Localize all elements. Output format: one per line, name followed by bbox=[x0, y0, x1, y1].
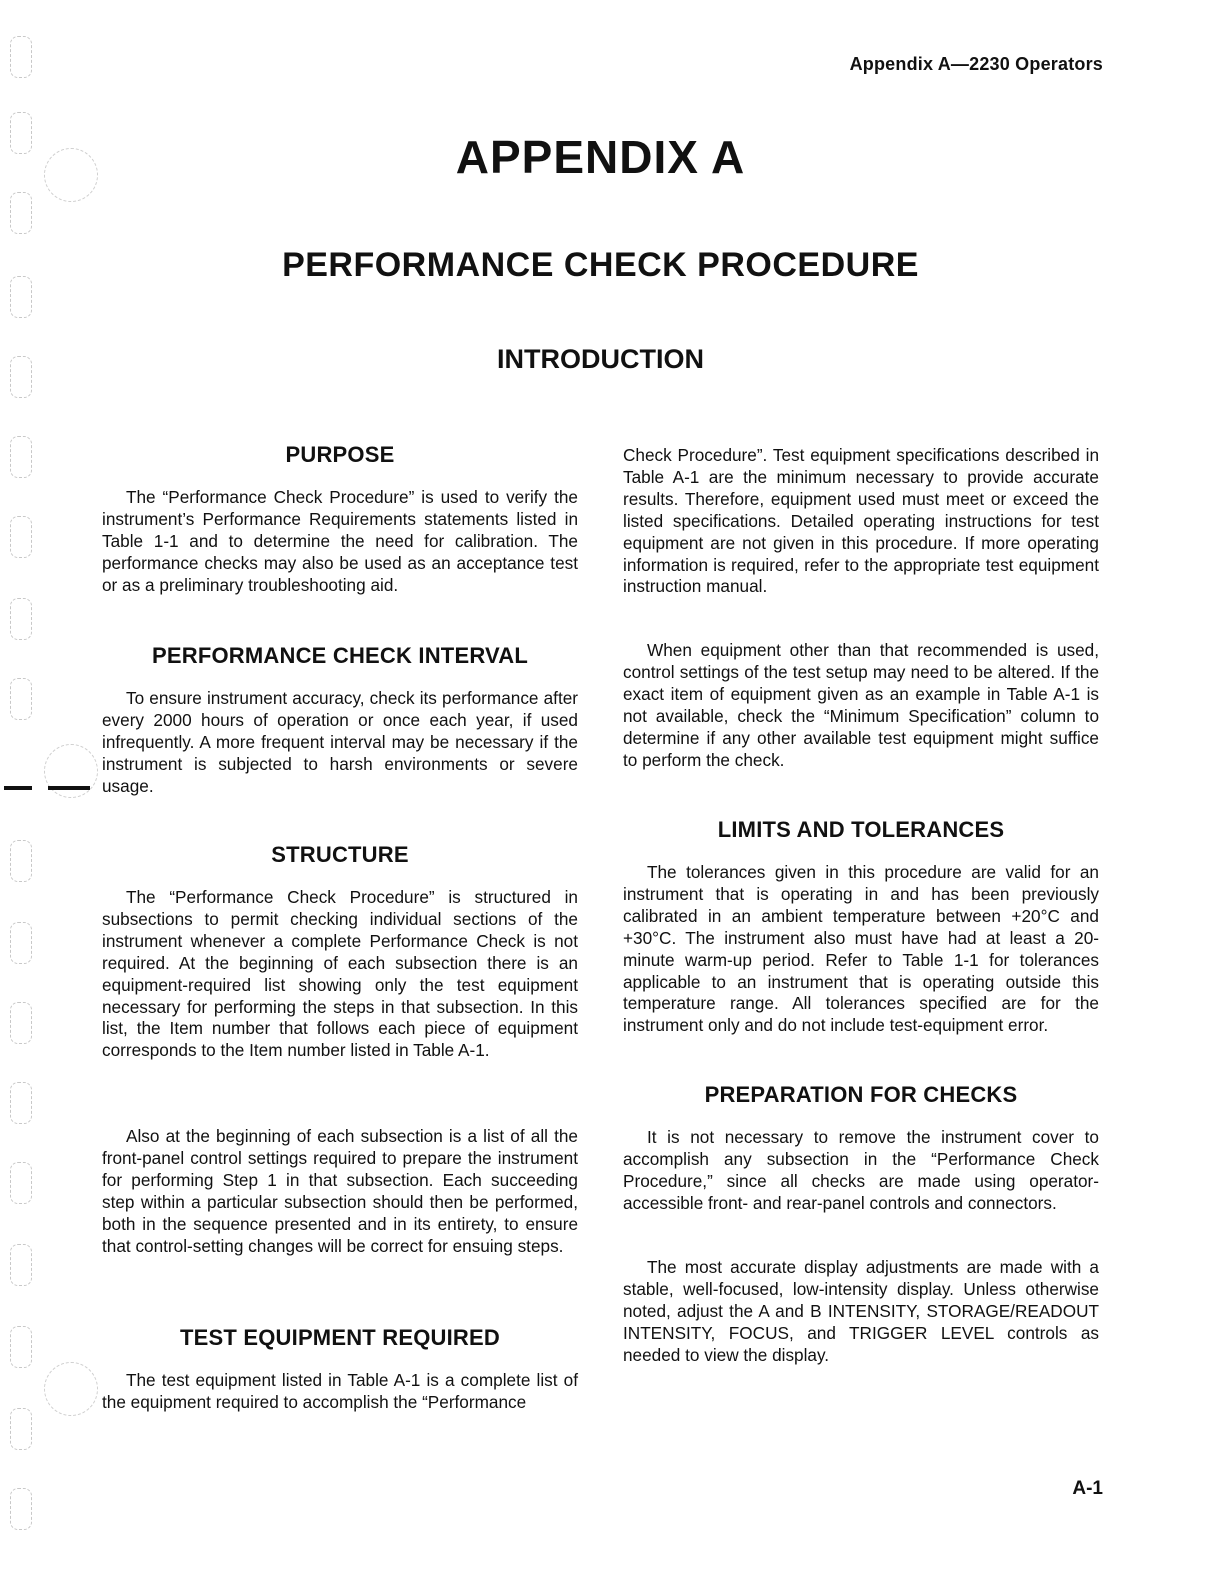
page-number: A-1 bbox=[1072, 1478, 1103, 1499]
structure-heading: STRUCTURE bbox=[271, 842, 409, 867]
binding-hole bbox=[10, 1082, 32, 1124]
binding-hole bbox=[10, 516, 32, 558]
test-equipment-text: The test equipment listed in Table A-1 is a complete list of the equipment required to accomplish the “Performance bbox=[102, 1370, 578, 1412]
binding-hole bbox=[10, 1408, 32, 1450]
binding-hole bbox=[10, 192, 32, 234]
binding-hole bbox=[10, 1326, 32, 1368]
test-equipment-continuation: Check Procedure”. Test equipment specifications described in Table A-1 are the minimum necessary to provide accurate results. Therefore, equipment used must meet or exceed the listed specifications. Detailed operating instructions for test equipment are not given in this procedure. If more operating information is required, refer to the appropriate test equipment instruction manual. bbox=[623, 445, 1099, 597]
preparation-text: It is not necessary to remove the instrument cover to accomplish any subsection in the “Performance Check Procedure,” since all checks are made using operator-accessible front- and rear-panel controls and connectors. bbox=[623, 1127, 1099, 1213]
preparation-heading: PREPARATION FOR CHECKS bbox=[704, 1082, 1018, 1107]
margin-mark bbox=[4, 786, 32, 790]
structure-text-2: Also at the beginning of each subsection is a list of all the front-panel control settings required to prepare the instrument for performing Step 1 in that subsection. Each succeeding step within a particular subsection should then be performed, both in the sequence presented and in its entirety, to ensure that control-setting changes will be correct for ensuing steps. bbox=[102, 1126, 578, 1256]
binding-hole bbox=[10, 598, 32, 640]
margin-mark bbox=[48, 786, 90, 790]
limits-heading: LIMITS AND TOLERANCES bbox=[717, 817, 1005, 842]
punch-ring bbox=[44, 1362, 98, 1416]
binding-hole bbox=[10, 36, 32, 78]
limits-text: The tolerances given in this procedure are valid for an instrument that is operating in and has been previously calibrated in an ambient temperature between +20°C and +30°C. The instrument also must have had at least a 20-minute warm-up period. Refer to Table 1-1 for tolerances applicable to an instrument that is operating outside this temperature range. All tolerances specified are for the instrument only and do not include test-equipment error. bbox=[623, 862, 1099, 1036]
interval-heading: PERFORMANCE CHECK INTERVAL bbox=[152, 643, 528, 668]
purpose-heading: PURPOSE bbox=[285, 442, 395, 467]
page-subtitle: PERFORMANCE CHECK PROCEDURE bbox=[282, 246, 919, 284]
binding-hole bbox=[10, 1244, 32, 1286]
binding-hole bbox=[10, 1002, 32, 1044]
interval-text: To ensure instrument accuracy, check its performance after every 2000 hours of operation or once each year, if used infrequently. A more frequent interval may be necessary if the instrument is subjected to harsh environments or severe usage. bbox=[102, 688, 578, 796]
running-head: Appendix A—2230 Operators bbox=[849, 54, 1103, 74]
binding-hole bbox=[10, 436, 32, 478]
test-equipment-heading: TEST EQUIPMENT REQUIRED bbox=[180, 1325, 500, 1350]
structure-text: The “Performance Check Procedure” is structured in subsections to permit checking individual sections of the instrument whenever a complete Performance Check is not required. At the beginning of each subsection there is an equipment-required list showing only the test equipment necessary for performing the steps in that subsection. In this list, the Item number that follows each piece of equipment corresponds to the Item number listed in Table A-1. bbox=[102, 887, 578, 1061]
alt-equipment-text: When equipment other than that recommended is used, control settings of the test setup may need to be altered. If the exact item of equipment given as an example in Table A-1 is not available, check the “Minimum Specification” column to determine if any other available test equipment might suffice to perform the check. bbox=[623, 640, 1099, 770]
binding-hole bbox=[10, 840, 32, 882]
binding-hole bbox=[10, 678, 32, 720]
binding-hole bbox=[10, 922, 32, 964]
binding-hole bbox=[10, 1162, 32, 1204]
section-title: INTRODUCTION bbox=[497, 344, 704, 374]
page-title: APPENDIX A bbox=[455, 131, 746, 183]
purpose-text: The “Performance Check Procedure” is used to verify the instrument’s Performance Requirements statements listed in Table 1-1 and to determine the need for calibration. The performance checks may also be used as an acceptance test or as a preliminary troubleshooting aid. bbox=[102, 487, 578, 595]
binding-hole bbox=[10, 1488, 32, 1530]
preparation-text-2: The most accurate display adjustments are made with a stable, well-focused, low-intensity display. Unless otherwise noted, adjust the A and B INTENSITY, STORAGE/READOUT INTENSITY, FOCUS, and TRIGGER LEVEL controls as needed to view the display. bbox=[623, 1257, 1099, 1365]
